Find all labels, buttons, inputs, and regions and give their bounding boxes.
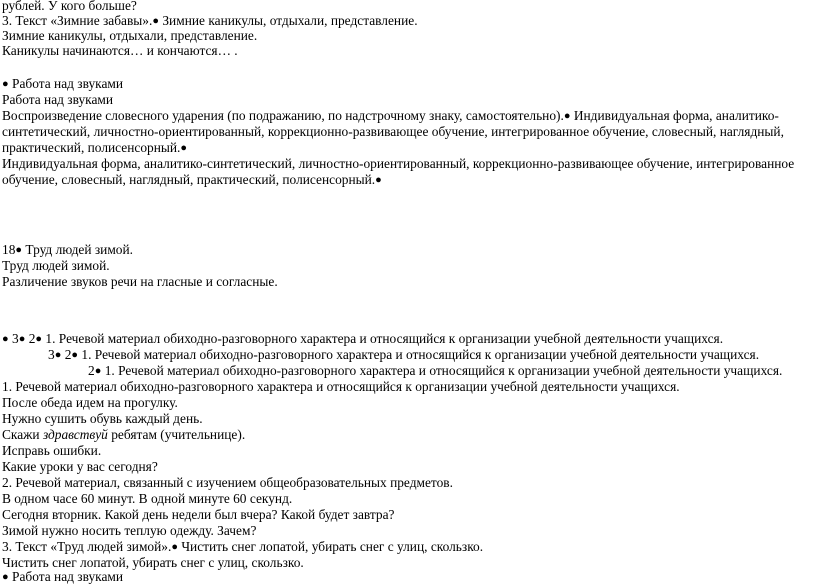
bullet-icon: ● [18, 333, 26, 345]
bullet-icon: ● [2, 78, 9, 90]
text-line: 3. Текст «Труд людей зимой».● Чистить снег лопатой, убирать снег с улиц, скользко. [2, 539, 484, 554]
bullet-icon: ● [152, 15, 159, 27]
text-line: 2● 1. Речевой материал обиходно-разговорного характера и относящийся к организации учебной деятельности учащихся. [88, 363, 783, 378]
text-line: Различение звуков речи на гласные и согласные. [2, 274, 278, 289]
text-line: Воспроизведение словесного ударения (по подражанию, по надстрочному знаку, самостоятельно).● Индивидуальная форма, аналитико- [2, 108, 779, 123]
text-line: Исправь ошибки. [2, 443, 102, 458]
bullet-icon: ● [563, 110, 571, 122]
text-line: Чистить снег лопатой, убирать снег с улиц, скользко. [2, 555, 304, 570]
text-line: Скажи здравствуй ребятам (учительнице). [2, 427, 246, 442]
bullet-icon: ● [2, 333, 9, 345]
bullet-icon: ● [94, 365, 102, 377]
text-line: ● 3● 2● 1. Речевой материал обиходно-разговорного характера и относящийся к организации учебной деятельности учащихся. [2, 331, 724, 346]
text-line: Какие уроки у вас сегодня? [2, 459, 158, 474]
bullet-icon: ● [15, 244, 23, 256]
text-line: рублей. У кого больше? [2, 0, 137, 13]
text-line: ● Работа над звуками [2, 569, 124, 584]
text-line: Нужно сушить обувь каждый день. [2, 411, 203, 426]
bullet-icon: ● [35, 333, 43, 345]
bullet-icon: ● [171, 541, 178, 553]
text-line: ● Работа над звуками [2, 76, 124, 91]
text-line: Зимой нужно носить теплую одежду. Зачем? [2, 523, 257, 538]
text-line: 3. Текст «Зимние забавы».● Зимние каникулы, отдыхали, представление. [2, 13, 418, 28]
italic-word: здравствуй [42, 427, 108, 442]
text-line: В одном часе 60 минут. В одной минуте 60 секунд. [2, 491, 293, 506]
text-line: 1. Речевой материал обиходно-разговорного характера и относящийся к организации учебной деятельности учащихся. [2, 379, 680, 394]
text-line: 3● 2● 1. Речевой материал обиходно-разговорного характера и относящийся к организации учебной деятельности учащихся. [48, 347, 760, 362]
text-line: Индивидуальная форма, аналитико-синтетический, личностно-ориентированный, коррекционно-развивающее обучение, интегрированное [2, 156, 795, 171]
bullet-icon: ● [180, 142, 188, 154]
text-line: После обеда идем на прогулку. [2, 395, 178, 410]
text-line: синтетический, личностно-ориентированный, коррекционно-развивающее обучение, интегрированное обучение, словесный, наглядный, [2, 124, 784, 139]
text-line: Зимние каникулы, отдыхали, представление. [2, 28, 258, 43]
text-line: Каникулы начинаются… и кончаются… . [2, 43, 238, 58]
text-line: Сегодня вторник. Какой день недели был вчера? Какой будет завтра? [2, 507, 395, 522]
text-line: 2. Речевой материал, связанный с изучением общеобразовательных предметов. [2, 475, 453, 490]
bullet-icon: ● [2, 571, 9, 583]
text-line: обучение, словесный, наглядный, практический, полисенсорный.● [2, 172, 382, 187]
text-line: Работа над звуками [2, 92, 114, 107]
bullet-icon: ● [375, 174, 382, 186]
text-line: практический, полисенсорный.● [2, 140, 188, 155]
bullet-icon: ● [71, 349, 79, 361]
text-line: Труд людей зимой. [2, 258, 110, 273]
text-line: 18● Труд людей зимой. [2, 242, 134, 257]
bullet-icon: ● [54, 349, 62, 361]
